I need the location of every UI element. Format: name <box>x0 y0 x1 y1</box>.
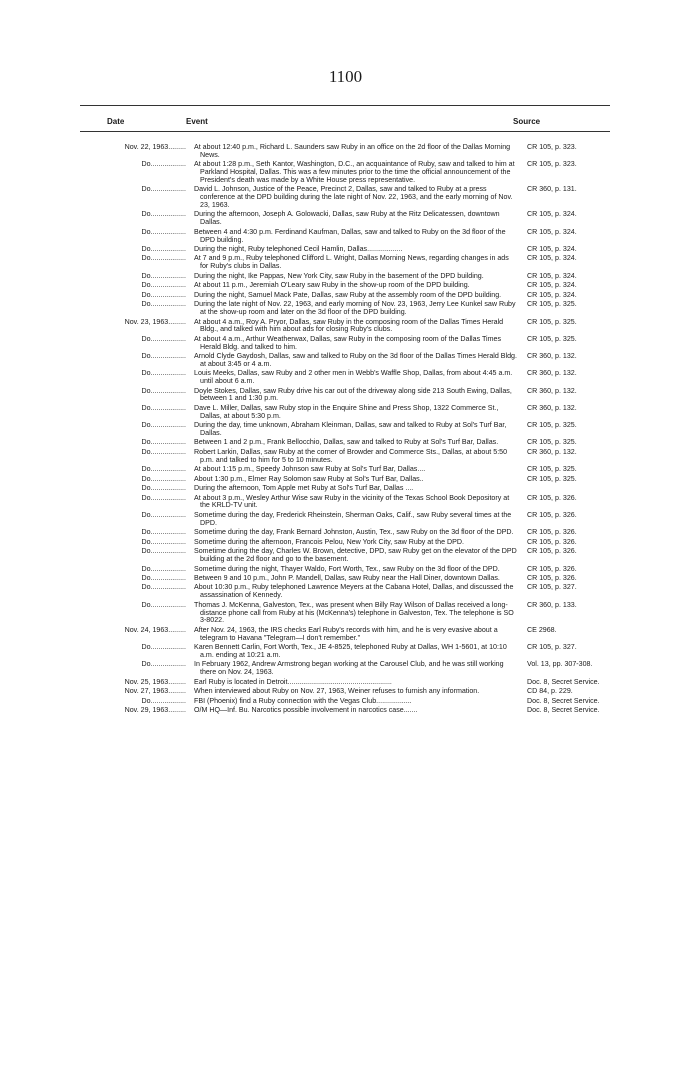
entry-date: Do.................. <box>141 697 186 705</box>
entry-date: Do.................. <box>141 370 186 378</box>
entry-event: Sometime during the day, Frederick Rheinstein, Sherman Oaks, Calif., saw Ruby several times at the DPD. <box>194 510 512 527</box>
entry-source: CR 360, p. 132. <box>527 369 577 378</box>
entry-source: CR 105, p. 324. <box>527 281 577 290</box>
entry-date: Do.................. <box>141 211 186 219</box>
entry-event: At about 3 p.m., Wesley Arthur Wise saw Ruby in the vicinity of the Texas School Book Depository at the KRLD-TV unit. <box>194 493 510 510</box>
table-row <box>0 292 691 300</box>
column-header-source: Source <box>513 117 541 126</box>
entry-source: CR 105, p. 324. <box>527 290 577 299</box>
entry-source: Vol. 13, pp. 307-308. <box>527 660 593 669</box>
entry-source: CR 105, p. 325. <box>527 300 577 309</box>
table-row <box>0 584 691 600</box>
entry-date: Nov. 22, 1963......... <box>124 144 186 151</box>
table-row <box>0 707 691 715</box>
entry-date: Nov. 29, 1963......... <box>124 707 186 715</box>
table-row <box>0 566 691 574</box>
entry-event: During the afternoon, Tom Apple met Ruby at Sol's Turf Bar, Dallas .... <box>194 484 414 493</box>
page-number: 1100 <box>328 67 363 86</box>
entry-date: Do.................. <box>141 644 186 652</box>
entry-date: Do.................. <box>141 448 186 456</box>
table-row <box>0 353 691 369</box>
entry-event: At about 4 a.m., Arthur Weatherwax, Dallas, saw Ruby in the composing room of the Dallas Times Herald Bldg. and talked to him. <box>194 334 502 351</box>
entry-source: CR 360, p. 132. <box>527 386 577 395</box>
entry-event: Thomas J. McKenna, Galveston, Tex., was present when Billy Ray Wilson of Dallas received a long-distance phone call from Ruby at his (McKenna's) telephone in Galveston, Tex. The telephone is SO 3-8022. <box>194 600 514 625</box>
table-row <box>0 388 691 404</box>
table-row <box>0 255 691 271</box>
entry-date: Do.................. <box>141 422 186 430</box>
entry-event: Earl Ruby is located in Detroit..................................................... <box>194 677 392 686</box>
header-top-rule <box>80 105 610 106</box>
entry-source: CR 105, p. 326. <box>527 573 577 582</box>
table-row <box>0 529 691 537</box>
entry-event: Between 1 and 2 p.m., Frank Bellocchio, Dallas, saw and talked to Ruby at Sol's Turf Bar, Dallas. <box>194 438 499 447</box>
table-row <box>0 186 691 209</box>
entry-event: During the night, Ike Pappas, New York City, saw Ruby in the basement of the DPD building. <box>194 271 484 280</box>
entry-date: Nov. 23, 1963......... <box>124 318 186 326</box>
entry-source: CR 105, p. 326. <box>527 547 577 556</box>
entry-event: Sometime during the night, Thayer Waldo, Fort Worth, Tex., saw Ruby on the 3d floor of the DPD. <box>194 564 500 573</box>
entry-date: Do.................. <box>141 186 186 194</box>
entry-source: CR 105, p. 324. <box>527 254 577 263</box>
entry-source: CR 105, p. 323. <box>527 143 577 151</box>
entry-event: At about 1:28 p.m., Seth Kantor, Washington, D.C., an acquaintance of Ruby, saw and talked to him at Parkland Hospital, Dallas. This was a few minutes prior to the time the official announcement of the President's death was made by a White House press representative. <box>194 160 515 184</box>
table-row <box>0 449 691 465</box>
entry-source: CR 105, p. 324. <box>527 210 577 219</box>
chronology-table <box>0 144 691 717</box>
entry-date: Do.................. <box>141 282 186 290</box>
entry-source: CR 105, p. 327. <box>527 643 577 652</box>
table-row <box>0 644 691 660</box>
entry-source: CR 105, p. 325. <box>527 474 577 483</box>
entry-date: Do.................. <box>141 404 186 412</box>
entry-date: Do.................. <box>141 548 186 556</box>
table-row <box>0 246 691 254</box>
entry-event: Karen Bennett Carlin, Fort Worth, Tex., JE 4-8525, telephoned Ruby at Dallas, WH 1-5601, at 10:10 a.m. ending at 10:21 a.m. <box>194 643 507 659</box>
entry-event: During the late night of Nov. 22, 1963, and early morning of Nov. 23, 1963, Jerry Lee Kunkel saw Ruby at the show-up room and later on the 3d floor of the DPD building. <box>194 300 516 317</box>
entry-date: Do.................. <box>141 301 186 309</box>
entry-source: CR 105, p. 326. <box>527 493 577 502</box>
entry-source: CR 105, p. 325. <box>527 317 577 326</box>
entry-date: Nov. 24, 1963......... <box>124 626 186 634</box>
entry-source: CR 360, p. 132. <box>527 447 577 456</box>
entry-date: Do.................. <box>141 353 186 361</box>
table-row <box>0 698 691 706</box>
table-row <box>0 512 691 528</box>
entry-event: Robert Larkin, Dallas, saw Ruby at the corner of Browder and Commerce Sts., Dallas, at about 5:50 p.m. and talked to him for 5 to 10 minutes. <box>194 447 508 464</box>
entry-date: Do.................. <box>141 246 186 253</box>
table-row <box>0 495 691 511</box>
entry-event: Sometime during the day, Charles W. Brown, detective, DPD, saw Ruby get on the elevator of the DPD building at the 2d floor and go to the basement. <box>194 547 517 564</box>
entry-source: CR 105, p. 326. <box>527 537 577 546</box>
table-row <box>0 539 691 547</box>
entry-event: About 1:30 p.m., Elmer Ray Solomon saw Ruby at Sol's Turf Bar, Dallas.. <box>194 474 424 483</box>
entry-event: Between 4 and 4:30 p.m. Ferdinand Kaufman, Dallas, saw and talked to Ruby on the 3d floor of the DPD building. <box>194 227 506 244</box>
entry-source: CD 84, p. 229. <box>527 687 573 696</box>
entry-source: CR 105, p. 325. <box>527 334 577 343</box>
table-row <box>0 144 691 160</box>
entry-event: O/M HQ—Inf. Bu. Narcotics possible involvement in narcotics case....... <box>194 706 418 715</box>
entry-event: About 10:30 p.m., Ruby telephoned Lawrence Meyers at the Cabana Hotel, Dallas, and discussed the assassination of Kennedy. <box>194 583 514 600</box>
entry-source: CR 360, p. 132. <box>527 352 577 361</box>
entry-date: Do.................. <box>141 538 186 546</box>
entry-event: During the night, Ruby telephoned Cecil Hamlin, Dallas.................. <box>194 245 403 253</box>
table-row <box>0 370 691 386</box>
entry-event: Louis Meeks, Dallas, saw Ruby and 2 other men in Webb's Waffle Shop, Dallas, from about 4:45 a.m. until about 6 a.m. <box>194 369 513 386</box>
entry-date: Do.................. <box>141 565 186 573</box>
entry-source <box>527 485 621 493</box>
entry-source: CR 105, p. 325. <box>527 421 577 430</box>
entry-event: At about 1:15 p.m., Speedy Johnson saw Ruby at Sol's Turf Bar, Dallas.... <box>194 465 426 474</box>
table-row <box>0 575 691 583</box>
entry-source: Doc. 8, Secret Service. <box>527 677 600 686</box>
entry-event: During the day, time unknown, Abraham Kleinman, Dallas, saw and talked to Ruby at Sol's Turf Bar, Dallas. <box>194 421 507 437</box>
table-row <box>0 161 691 184</box>
entry-date: Do.................. <box>141 161 186 169</box>
entry-event: Doyle Stokes, Dallas, saw Ruby drive his car out of the driveway along side 213 South Ewing, Dallas, between 1 and 1:30 p.m. <box>194 386 512 403</box>
entry-date: Do.................. <box>141 291 186 299</box>
entry-event: During the night, Samuel Mack Pate, Dallas, saw Ruby at the assembly room of the DPD building. <box>194 290 502 299</box>
entry-event: During the afternoon, Joseph A. Golowacki, Dallas, saw Ruby at the Ritz Delicatessen, downtown Dallas. <box>194 210 500 227</box>
table-row <box>0 466 691 474</box>
column-header-event: Event <box>186 117 208 126</box>
entry-date: Do.................. <box>141 387 186 395</box>
table-row <box>0 282 691 290</box>
table-row <box>0 336 691 352</box>
entry-source: CR 105, p. 325. <box>527 438 577 447</box>
entry-date: Do.................. <box>141 584 186 592</box>
entry-date: Nov. 27, 1963......... <box>124 688 186 696</box>
column-header-date: Date <box>107 117 125 126</box>
entry-date: Do.................. <box>141 574 186 582</box>
entry-event: Arnold Clyde Gaydosh, Dallas, saw and talked to Ruby on the 3d floor of the Dallas Times Herald Bldg. at about 3:45 or 4 a.m. <box>194 352 517 368</box>
table-row <box>0 319 691 335</box>
table-row <box>0 422 691 438</box>
entry-source: CR 105, p. 326. <box>527 564 577 573</box>
entry-event: When interviewed about Ruby on Nov. 27, 1963, Weiner refuses to furnish any information. <box>194 687 480 696</box>
table-row <box>0 405 691 421</box>
entry-event: Dave L. Miller, Dallas, saw Ruby stop in the Enquire Shine and Press Shop, 1322 Commerce St., Dallas, at about 5:30 p.m. <box>194 403 499 420</box>
entry-date: Do.................. <box>141 494 186 502</box>
entry-source: CR 105, p. 323. <box>527 160 577 169</box>
entry-source: CE 2968. <box>527 625 557 634</box>
entry-date: Do.................. <box>141 272 186 280</box>
entry-source: CR 105, p. 325. <box>527 465 577 474</box>
entry-event: After Nov. 24, 1963, the IRS checks Earl Ruby's records with him, and he is very evasive about a telegram to Havana "Telegram—I don't remember." <box>194 625 498 642</box>
entry-event: At about 4 a.m., Roy A. Pryor, Dallas, saw Ruby in the composing room of the Dallas Times Herald Bldg., and talked with him about ads for closing Ruby's clubs. <box>194 317 504 334</box>
table-row <box>0 548 691 564</box>
entry-date: Do.................. <box>141 511 186 519</box>
table-row <box>0 679 691 687</box>
entry-event: Sometime during the day, Frank Bernard Johnston, Austin, Tex., saw Ruby on the 3d floor of the DPD. <box>194 528 514 537</box>
table-row <box>0 476 691 484</box>
entry-event: At about 11 p.m., Jeremiah O'Leary saw Ruby in the show-up room of the DPD building. <box>194 281 470 290</box>
entry-date: Do.................. <box>141 335 186 343</box>
entry-event: At 7 and 9 p.m., Ruby telephoned Clifford L. Wright, Dallas Morning News, regarding changes in ads for Ruby's clubs in Dallas. <box>194 254 509 271</box>
entry-source: CR 105, p. 324. <box>527 227 577 236</box>
table-row <box>0 439 691 447</box>
entry-date: Do.................. <box>141 439 186 447</box>
table-row <box>0 273 691 281</box>
table-row <box>0 627 691 643</box>
header-bottom-rule <box>80 131 610 132</box>
entry-event: FBI (Phoenix) find a Ruby connection with the Vegas Club.................. <box>194 696 412 705</box>
entry-date: Do.................. <box>141 601 186 609</box>
table-row <box>0 661 691 677</box>
table-row <box>0 485 691 493</box>
entry-source: Doc. 8, Secret Service. <box>527 696 600 705</box>
entry-date: Do.................. <box>141 661 186 669</box>
entry-date: Do.................. <box>141 466 186 474</box>
entry-date: Do.................. <box>141 255 186 263</box>
entry-event: Between 9 and 10 p.m., John P. Mandell, Dallas, saw Ruby near the Hall Diner, downtown Dallas. <box>194 573 500 582</box>
entry-event: David L. Johnson, Justice of the Peace, Precinct 2, Dallas, saw and talked to Ruby at a press conference at the DPD building during the late night of Nov. 22, 1963, and the early morning of Nov. 23, 1963. <box>194 185 513 209</box>
entry-date: Do.................. <box>141 529 186 537</box>
entry-source: CR 360, p. 132. <box>527 403 577 412</box>
entry-event: Sometime during the afternoon, Francois Pelou, New York City, saw Ruby at the DPD. <box>194 537 464 546</box>
entry-source: CR 360, p. 133. <box>527 600 577 609</box>
entry-source: CR 105, p. 324. <box>527 271 577 280</box>
entry-source: CR 105, p. 326. <box>527 510 577 519</box>
table-row <box>0 211 691 227</box>
table-row <box>0 301 691 317</box>
table-row <box>0 688 691 696</box>
entry-source: CR 360, p. 131. <box>527 185 577 194</box>
entry-event: In February 1962, Andrew Armstrong began working at the Carousel Club, and he was still working there on Nov. 24, 1963. <box>194 660 504 677</box>
entry-source: CR 105, p. 326. <box>527 528 577 537</box>
entry-date: Do.................. <box>141 485 186 493</box>
entry-source: CR 105, p. 324. <box>527 245 577 253</box>
entry-event: At about 12:40 p.m., Richard L. Saunders saw Ruby in an office on the 2d floor of the Dallas Morning News. <box>194 143 511 159</box>
entry-source: CR 105, p. 327. <box>527 583 577 592</box>
table-row <box>0 229 691 245</box>
entry-source: Doc. 8, Secret Service. <box>527 706 600 715</box>
entry-date: Do.................. <box>141 228 186 236</box>
entry-date: Nov. 25, 1963......... <box>124 678 186 686</box>
table-row <box>0 602 691 625</box>
entry-date: Do.................. <box>141 475 186 483</box>
